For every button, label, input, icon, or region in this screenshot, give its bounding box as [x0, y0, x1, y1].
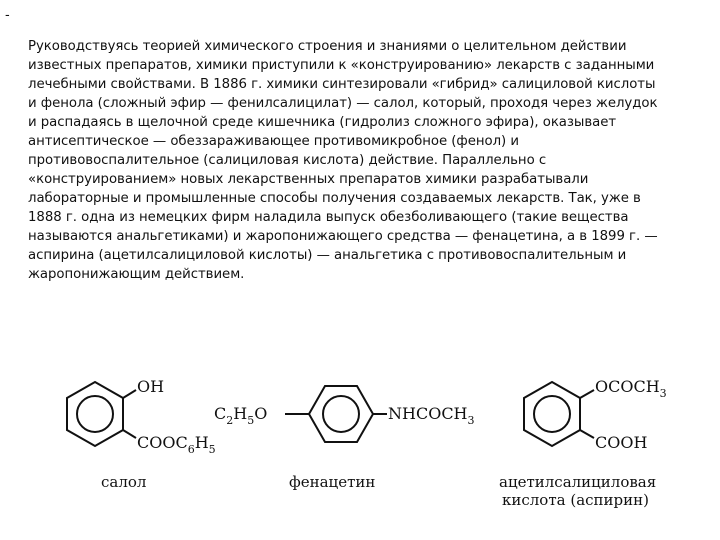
aspirin-benzene-ring: [524, 382, 580, 446]
phenacetin-aromatic-circle: [323, 396, 359, 432]
aspirin-aromatic-circle: [534, 396, 570, 432]
bullet-dash: -: [5, 8, 10, 23]
salol-oh-bond: [123, 390, 136, 398]
paragraph-line: и фенола (сложный эфир — фенилсалицилат) — салол, который, проходя через желудок: [28, 96, 658, 111]
salol-ester-group: $COOC_6H_5$: [137, 433, 216, 456]
paragraph-line: «конструированием» новых лекарственных препаратов химики разрабатывали: [28, 172, 589, 187]
phenacetin-caption: фенацетин: [289, 473, 376, 491]
aspirin-carboxyl-bond: [580, 430, 594, 438]
aspirin-carboxyl-group: COOH: [595, 433, 648, 452]
phenacetin-benzene-ring: [309, 386, 373, 442]
salol-structure: [67, 382, 136, 446]
paragraph-line: лечебными свойствами. В 1886 г. химики синтезировали «гибрид» салициловой кислоты: [28, 77, 656, 92]
paragraph-line: Руководствуясь теорией химического строения и знаниями о целительном действии: [28, 39, 627, 54]
paragraph-line: лабораторные и промышленные способы получения создаваемых лекарств. Так, уже в: [28, 191, 641, 206]
paragraph-line: аспирина (ацетилсалициловой кислоты) — анальгетика с противовоспалительным и: [28, 248, 627, 263]
phenacetin-structure: [285, 386, 387, 442]
paragraph-line: 1888 г. одна из немецких фирм наладила выпуск обезболивающего (такие вещества: [28, 210, 629, 225]
phenacetin-ethoxy-group: $C_2H_5O$: [214, 404, 268, 427]
aspirin-structure: [524, 382, 594, 446]
paragraph-line: и распадаясь в щелочной среде кишечника (гидролиз сложного эфира), оказывает: [28, 115, 617, 130]
paragraph-line: называются анальгетиками) и жаропонижающего средства — фенацетина, а в 1899 г. —: [28, 229, 658, 244]
salol-ester-bond: [123, 430, 136, 438]
salol-caption: салол: [101, 473, 147, 491]
paragraph-line: известных препаратов, химики приступили к «конструированию» лекарств с заданными: [28, 58, 655, 73]
aspirin-caption-line1: ацетилсалициловая: [499, 473, 657, 491]
salol-oh-group: OH: [137, 377, 165, 396]
paragraph-line: жаропонижающим действием.: [28, 267, 245, 282]
aspirin-caption-line2: кислота (аспирин): [502, 491, 649, 509]
aspirin-acetoxy-group: $OCOCH_3$: [595, 377, 667, 400]
salol-aromatic-circle: [77, 396, 113, 432]
paragraph-line: антисептическое — обеззараживающее противомикробное (фенол) и: [28, 134, 519, 149]
phenacetin-amide-group: $NHCOCH_3$: [388, 404, 475, 427]
salol-benzene-ring: [67, 382, 123, 446]
aspirin-acetoxy-bond: [580, 390, 594, 398]
paragraph-line: противовоспалительное (салициловая кислота) действие. Параллельно с: [28, 153, 547, 168]
